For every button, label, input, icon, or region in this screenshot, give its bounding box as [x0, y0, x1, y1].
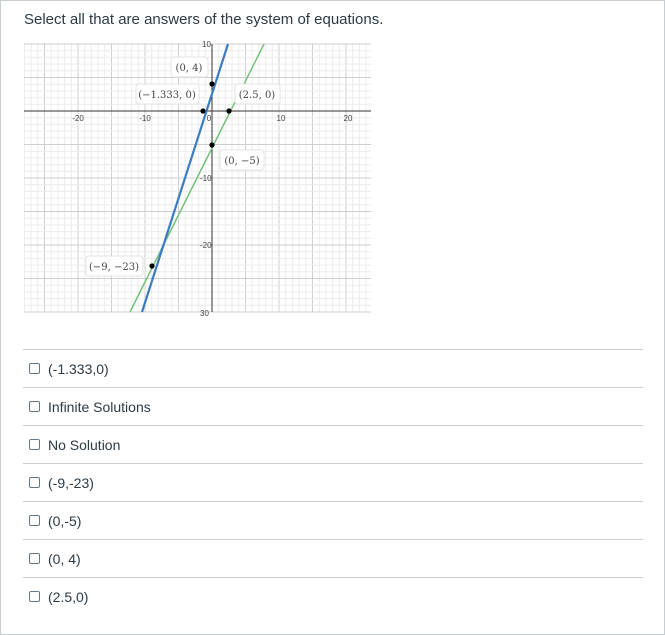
- answer-label: (0,-5): [48, 512, 82, 529]
- x-tick-label: 0: [206, 114, 212, 123]
- answer-label: (0, 4): [48, 550, 81, 567]
- answer-option[interactable]: [23, 463, 643, 501]
- point-label-neg1333-0: [136, 84, 199, 104]
- answer-label: (-1.333,0): [48, 360, 109, 377]
- answer-option[interactable]: [23, 501, 643, 539]
- x-tick-label: 20: [343, 114, 353, 123]
- answer-option[interactable]: [23, 539, 643, 577]
- point-neg9-neg23[interactable]: [149, 263, 154, 268]
- answer-option[interactable]: [23, 425, 643, 463]
- answer-label: (2.5,0): [48, 588, 89, 605]
- y-tick-label-clipped: 10: [202, 40, 211, 49]
- question-text: Select all that are answers of the system of equations.: [24, 11, 384, 28]
- graph: [24, 40, 371, 318]
- checkbox[interactable]: [29, 363, 40, 374]
- point-0-4[interactable]: [209, 81, 214, 86]
- answer-option[interactable]: [23, 387, 643, 425]
- point-label-2.5-0: [235, 84, 280, 104]
- point-label-0-4: [171, 57, 208, 77]
- y-tick-label: -20: [200, 241, 212, 250]
- point-0-neg5[interactable]: [209, 142, 214, 147]
- checkbox[interactable]: [29, 401, 40, 412]
- graph-svg: [24, 40, 371, 318]
- x-tick-label: 10: [276, 114, 286, 123]
- svg-text:(2.5, 0): (2.5, 0): [238, 90, 276, 101]
- answer-option[interactable]: [23, 349, 643, 387]
- x-tick-label: -20: [72, 114, 84, 123]
- svg-text:(0, 4): (0, 4): [175, 63, 203, 74]
- checkbox[interactable]: [29, 477, 40, 488]
- checkbox[interactable]: [29, 439, 40, 450]
- point-label-neg9-neg23: [86, 256, 143, 276]
- answer-list: [23, 349, 643, 615]
- svg-text:(−1.333, 0): (−1.333, 0): [138, 90, 196, 101]
- checkbox[interactable]: [29, 515, 40, 526]
- y-tick-label-clipped: 30: [200, 309, 209, 318]
- checkbox[interactable]: [29, 591, 40, 602]
- svg-text:(−9, −23): (−9, −23): [88, 262, 140, 273]
- x-tick-label: -10: [139, 114, 151, 123]
- answer-label: Infinite Solutions: [48, 398, 151, 415]
- checkbox[interactable]: [29, 553, 40, 564]
- y-tick-label: -10: [200, 174, 212, 183]
- answer-label: (-9,-23): [48, 474, 94, 491]
- point-label-0-neg5: [220, 150, 264, 170]
- point-2.5-0[interactable]: [226, 108, 231, 113]
- point-neg1333-0[interactable]: [200, 108, 205, 113]
- answer-label: No Solution: [48, 436, 121, 453]
- svg-text:(0, −5): (0, −5): [224, 156, 260, 167]
- answer-option[interactable]: [23, 577, 643, 615]
